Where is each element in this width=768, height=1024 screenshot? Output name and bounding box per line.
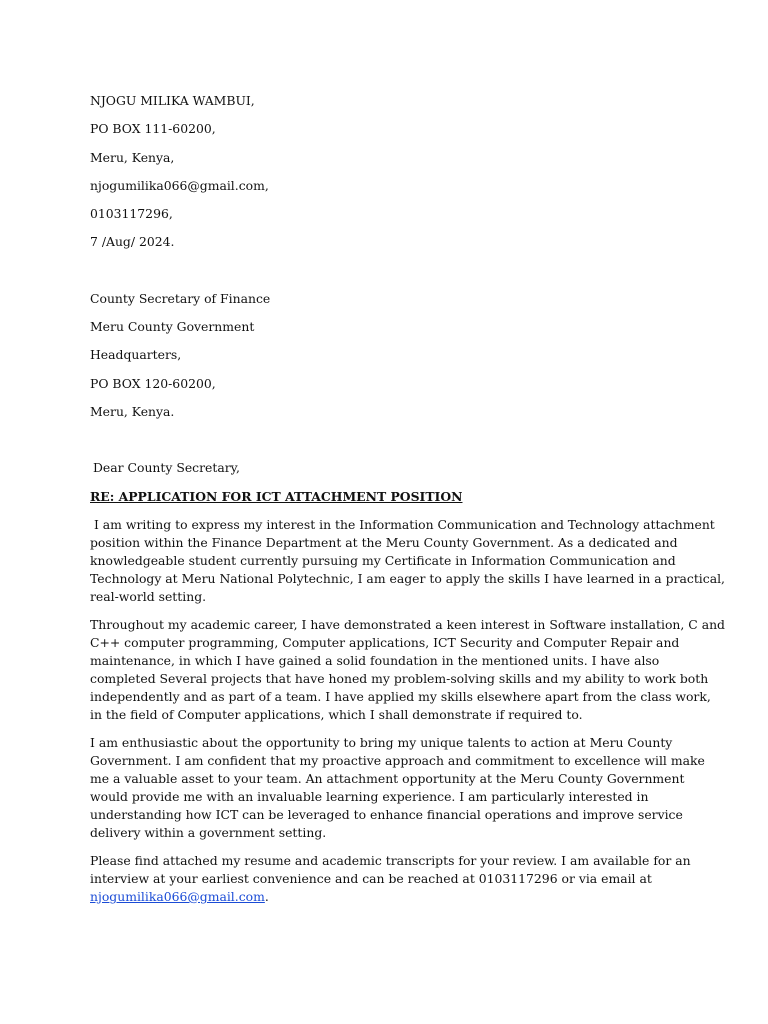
paragraph-line: Government. I am confident that my proactive approach and commitment to excellence will make	[90, 752, 705, 768]
paragraph-line-with-link	[90, 888, 680, 906]
recipient-location: Meru, Kenya.	[90, 403, 175, 419]
sender-po-box: PO BOX 111-60200,	[90, 121, 216, 137]
paragraph-line: in the field of Computer applications, which I shall demonstrate if required to.	[90, 706, 583, 722]
paragraph-line: Technology at Meru National Polytechnic, I am eager to apply the skills I have learned in a practical,	[90, 570, 725, 586]
email-link[interactable]: njogumilika066@gmail.com	[90, 888, 265, 904]
sender-email: njogumilika066@gmail.com,	[90, 177, 269, 193]
paragraph-line: me a valuable asset to your team. An attachment opportunity at the Meru County Government	[90, 770, 685, 786]
paragraph-intro	[90, 516, 725, 606]
paragraph-line: completed Several projects that have honed my problem-solving skills and my ability to work both	[90, 670, 709, 686]
paragraph-line: C++ computer programming, Computer applications, ICT Security and Computer Repair and	[90, 634, 680, 650]
paragraph-line: position within the Finance Department at the Meru County Government. As a dedicated and	[90, 534, 678, 550]
sender-location: Meru, Kenya,	[90, 149, 175, 165]
sender-block	[90, 92, 680, 251]
spacer	[90, 262, 680, 290]
paragraph-motivation	[90, 734, 705, 842]
paragraph-line: interview at your earliest convenience and can be reached at 0103117296 or via email at	[90, 870, 652, 886]
paragraph-line: I am enthusiastic about the opportunity to bring my unique talents to action at Meru County	[90, 734, 673, 750]
recipient-po-box: PO BOX 120-60200,	[90, 375, 216, 391]
sender-name: NJOGU MILIKA WAMBUI,	[90, 93, 255, 108]
recipient-organization: Meru County Government	[90, 319, 255, 335]
salutation: Dear County Secretary,	[93, 460, 240, 476]
paragraph-line: independently and as part of a team. I have applied my skills elsewhere apart from the class work,	[90, 688, 711, 704]
closing-period: .	[264, 888, 269, 904]
paragraph-line: real-world setting.	[90, 588, 207, 604]
paragraph-closing	[90, 852, 691, 906]
letter-page	[90, 92, 725, 916]
paragraph-line: Throughout my academic career, I have demonstrated a keen interest in Software installation, C and	[90, 616, 725, 632]
recipient-title: County Secretary of Finance	[90, 290, 271, 306]
paragraph-line: knowledgeable student currently pursuing my Certificate in Information Communication and	[90, 552, 676, 568]
subject-line: RE: APPLICATION FOR ICT ATTACHMENT POSITION	[90, 488, 463, 504]
letter-date: 7 /Aug/ 2024.	[90, 234, 175, 250]
sender-phone: 0103117296,	[90, 206, 173, 222]
paragraph-line: delivery within a government setting.	[90, 824, 327, 840]
paragraph-line: would provide me with an invaluable learning experience. I am particularly interested in	[90, 788, 649, 804]
paragraph-line: Please find attached my resume and academic transcripts for your review. I am available for an	[90, 852, 691, 868]
spacer	[90, 431, 680, 459]
paragraph-experience	[90, 616, 725, 724]
paragraph-line: maintenance, in which I have gained a solid foundation in the mentioned units. I have also	[90, 652, 660, 668]
recipient-block	[90, 290, 680, 421]
recipient-office: Headquarters,	[90, 347, 182, 363]
paragraph-line: understanding how ICT can be leveraged to enhance financial operations and improve service	[90, 806, 683, 822]
paragraph-line: I am writing to express my interest in the Information Communication and Technology attachment	[90, 516, 715, 532]
